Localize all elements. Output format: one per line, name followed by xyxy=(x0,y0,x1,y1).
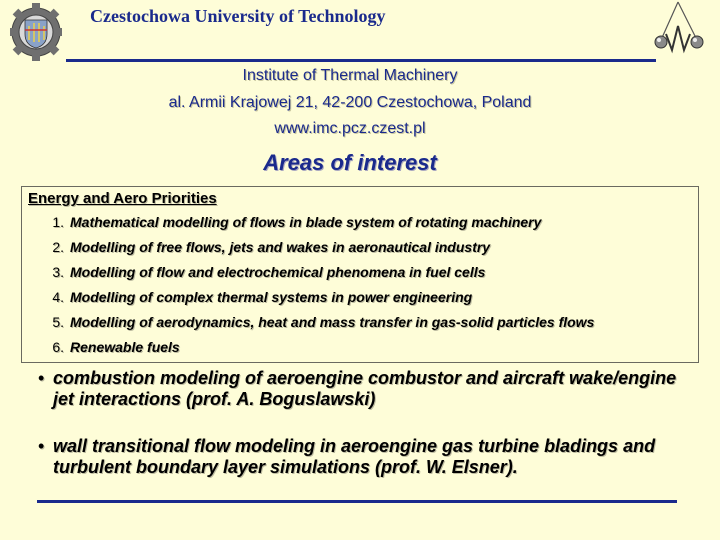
priority-number: 4. xyxy=(52,289,64,305)
priorities-box xyxy=(21,186,699,363)
priority-text: Modelling of aerodynamics, heat and mass transfer in gas-solid particles flows xyxy=(70,314,595,330)
institute-logo-icon xyxy=(648,0,710,62)
institute-name: Institute of Thermal Machinery xyxy=(242,67,458,84)
priority-text: Mathematical modelling of flows in blade system of rotating machinery xyxy=(70,214,542,230)
header-divider xyxy=(66,59,656,62)
priority-text: Modelling of free flows, jets and wakes in aeronautical industry xyxy=(70,239,491,255)
university-title: Czestochowa University of Technology xyxy=(90,6,386,26)
university-logo-icon xyxy=(10,0,62,62)
institute-address: al. Armii Krajowej 21, 42-200 Czestochowa, Poland xyxy=(168,94,532,111)
institute-website-link[interactable]: www.imc.pcz.czest.pl xyxy=(274,120,426,137)
priority-number: 1. xyxy=(52,214,64,230)
priorities-title: Energy and Aero Priorities xyxy=(28,190,217,207)
priority-text: Modelling of complex thermal systems in power engineering xyxy=(70,289,473,305)
priority-number: 5. xyxy=(52,314,64,330)
priority-text: Renewable fuels xyxy=(70,339,180,355)
priority-number: 2. xyxy=(52,239,64,255)
priority-number: 6. xyxy=(52,339,64,355)
footer-divider xyxy=(37,500,677,503)
bullet-icon: • xyxy=(38,436,45,456)
research-bullet-text: combustion modeling of aeroengine combustor and aircraft wake/engine jet interactions (prof. A. Boguslawski) xyxy=(53,368,677,409)
priority-number: 3. xyxy=(52,264,64,280)
page-title: Areas of interest xyxy=(263,150,437,175)
research-bullet-text: wall transitional flow modeling in aeroengine gas turbine bladings and turbulent boundary layer simulations (prof. W. Elsner). xyxy=(53,436,656,477)
priority-text: Modelling of flow and electrochemical phenomena in fuel cells xyxy=(70,264,486,280)
bullet-icon: • xyxy=(38,368,45,388)
